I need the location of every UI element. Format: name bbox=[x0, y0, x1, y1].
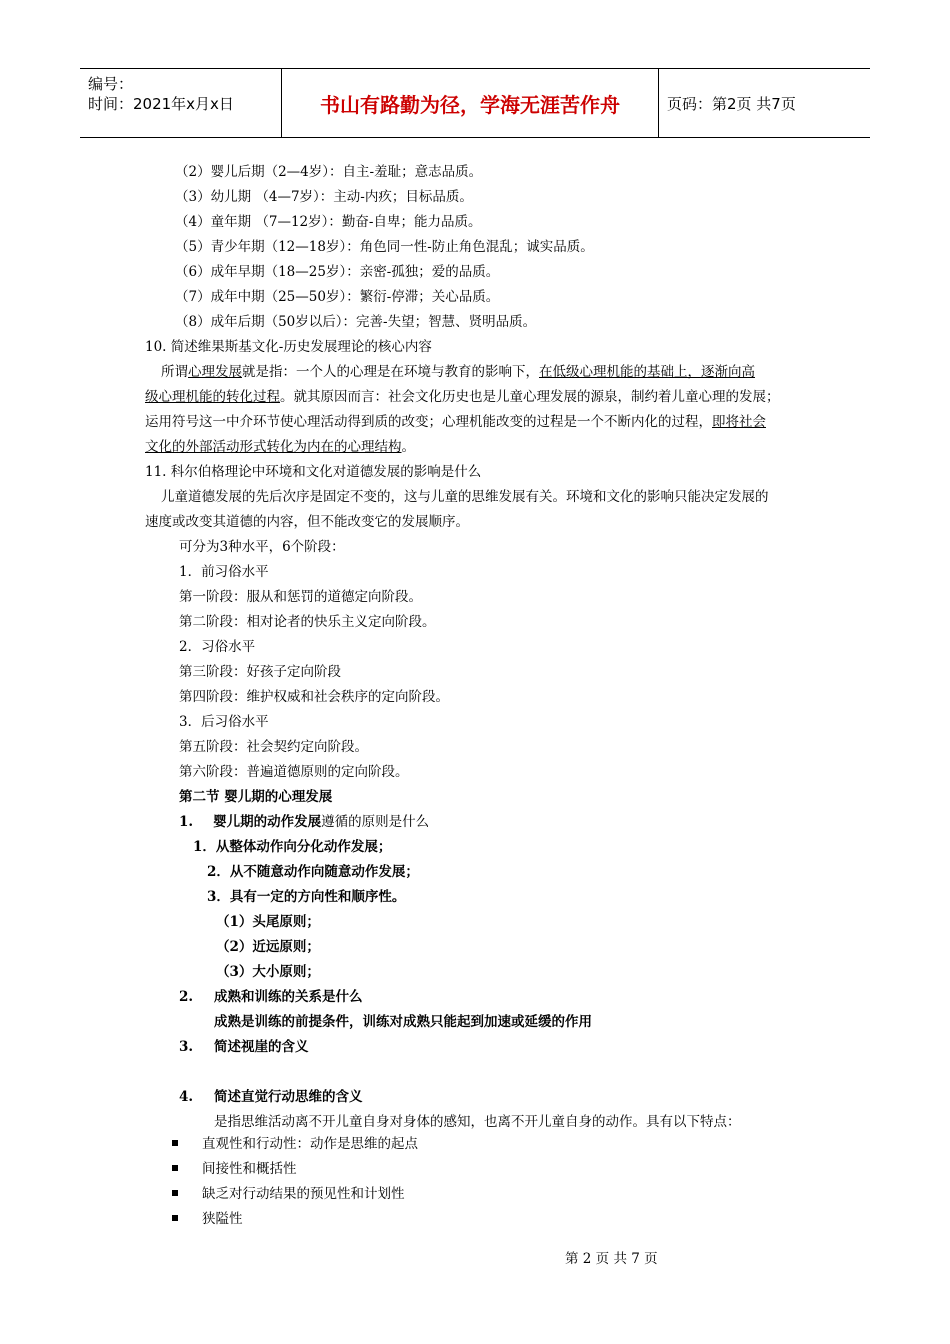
header-left-cell bbox=[80, 69, 282, 137]
erikson-stage-4: （4）童年期 （7—12岁）：勤奋-自卑；能力品质。 bbox=[175, 214, 482, 230]
underlined-phrase: 文化的外部活动形式转化为内在的心理结构 bbox=[145, 439, 402, 455]
text-run: 运用符号这一中介环节使心理活动得到质的改变；心理机能改变的过程是一个不断内化的过程， bbox=[145, 414, 712, 430]
bullet-icon bbox=[172, 1165, 178, 1171]
header-motto-cell bbox=[282, 69, 659, 137]
s2-q2-title: 成熟和训练的关系是什么 bbox=[214, 989, 363, 1005]
header-page-cell bbox=[659, 69, 870, 137]
kohlberg-level-2: 2．习俗水平 bbox=[179, 639, 256, 655]
section-2-title: 第二节 婴儿期的心理发展 bbox=[179, 789, 333, 805]
text-run: 遵循的原则是什么 bbox=[321, 814, 430, 830]
bullet-icon bbox=[172, 1140, 178, 1146]
sub-principle-1: （1）头尾原则； bbox=[216, 914, 320, 930]
bullet-icon bbox=[172, 1190, 178, 1196]
erikson-stage-3: （3）幼儿期 （4—7岁）：主动-内疚；目标品质。 bbox=[175, 189, 473, 205]
kohlberg-level-1: 1．前习俗水平 bbox=[179, 564, 269, 580]
s2-q2-answer: 成熟是训练的前提条件，训练对成熟只能起到加速或延缓的作用 bbox=[214, 1014, 592, 1030]
erikson-stage-7: （7）成年中期（25—50岁）：繁衍-停滞；关心品质。 bbox=[175, 289, 500, 305]
erikson-stage-5: （5）青少年期（12—18岁）：角色同一性-防止角色混乱；诚实品质。 bbox=[175, 239, 594, 255]
kohlberg-stage-5: 第五阶段：社会契约定向阶段。 bbox=[179, 739, 368, 755]
header-page-number: 页码：第2页 共7页 bbox=[667, 94, 796, 113]
kohlberg-stage-1: 第一阶段：服从和惩罚的道德定向阶段。 bbox=[179, 589, 422, 605]
underlined-phrase: 即将社会 bbox=[712, 414, 766, 430]
feature-item: 狭隘性 bbox=[202, 1211, 243, 1227]
s2-q4-title: 简述直觉行动思维的含义 bbox=[214, 1089, 363, 1105]
feature-item: 间接性和概括性 bbox=[202, 1161, 297, 1177]
sub-principle-2: （2）近远原则； bbox=[216, 939, 320, 955]
q10-para-line-3 bbox=[145, 413, 766, 431]
question-number: 1. bbox=[179, 814, 194, 830]
bullet-icon bbox=[172, 1215, 178, 1221]
text-run: 就是指：一个人的心理是在环境与教育的影响下， bbox=[242, 364, 539, 380]
underlined-phrase: 在低级心理机能的基础上，逐渐向高 bbox=[539, 364, 755, 380]
s2-q3-number: 3. bbox=[179, 1039, 194, 1055]
principle-3: 3．具有一定的方向性和顺序性。 bbox=[207, 889, 406, 905]
sub-principle-3: （3）大小原则； bbox=[216, 964, 320, 980]
q10-para-line-1 bbox=[161, 363, 755, 381]
feature-item: 直观性和行动性：动作是思维的起点 bbox=[202, 1136, 418, 1152]
kohlberg-stage-3: 第三阶段：好孩子定向阶段 bbox=[179, 664, 341, 680]
text-run: 。 bbox=[401, 439, 415, 455]
q11-levels-intro: 可分为3种水平，6个阶段： bbox=[179, 539, 345, 555]
header-motto: 书山有路勤为径，学海无涯苦作舟 bbox=[320, 92, 620, 117]
kohlberg-level-3: 3．后习俗水平 bbox=[179, 714, 269, 730]
page-footer: 第 2 页 共 7 页 bbox=[565, 1251, 658, 1267]
principle-1: 1．从整体动作向分化动作发展； bbox=[193, 839, 392, 855]
q10-para-line-4 bbox=[145, 438, 415, 456]
kohlberg-stage-6: 第六阶段：普遍道德原则的定向阶段。 bbox=[179, 764, 409, 780]
s2-q1 bbox=[179, 813, 429, 831]
q11-para-line-2: 速度或改变其道德的内容，但不能改变它的发展顺序。 bbox=[145, 514, 469, 530]
q10-para-line-2 bbox=[145, 388, 780, 406]
s2-q4-number: 4. bbox=[179, 1089, 194, 1105]
feature-item: 缺乏对行动结果的预见性和计划性 bbox=[202, 1186, 405, 1202]
erikson-stage-6: （6）成年早期（18—25岁）：亲密-孤独；爱的品质。 bbox=[175, 264, 500, 280]
underlined-term: 心理发展 bbox=[188, 364, 242, 380]
q10-title: 10. 简述维果斯基文化-历史发展理论的核心内容 bbox=[145, 339, 432, 355]
serial-number-label: 编号： bbox=[88, 75, 134, 93]
s2-q4-answer: 是指思维活动离不开儿童自身对身体的感知，也离不开儿童自身的动作。具有以下特点： bbox=[214, 1114, 741, 1130]
kohlberg-stage-2: 第二阶段：相对论者的快乐主义定向阶段。 bbox=[179, 614, 436, 630]
principle-2: 2．从不随意动作向随意动作发展； bbox=[207, 864, 419, 880]
q11-title: 11. 科尔伯格理论中环境和文化对道德发展的影响是什么 bbox=[145, 464, 482, 480]
erikson-stage-2: （2）婴儿后期（2—4岁）：自主-羞耻；意志品质。 bbox=[175, 164, 483, 180]
erikson-stage-8: （8）成年后期（50岁以后）：完善-失望；智慧、贤明品质。 bbox=[175, 314, 537, 330]
page-header bbox=[80, 68, 870, 138]
underlined-phrase: 级心理机能的转化过程 bbox=[145, 389, 280, 405]
s2-q3-title: 简述视崖的含义 bbox=[214, 1039, 309, 1055]
q11-para-line-1: 儿童道德发展的先后次序是固定不变的，这与儿童的思维发展有关。环境和文化的影响只能决定发展的 bbox=[161, 489, 769, 505]
text-run: 。就其原因而言：社会文化历史也是儿童心理发展的源泉，制约着儿童心理的发展； bbox=[280, 389, 780, 405]
kohlberg-stage-4: 第四阶段：维护权威和社会秩序的定向阶段。 bbox=[179, 689, 449, 705]
question-topic: 婴儿期的动作发展 bbox=[213, 814, 322, 830]
date-label: 时间：2021年x月x日 bbox=[88, 95, 234, 113]
s2-q2-number: 2. bbox=[179, 989, 194, 1005]
text-run: 所谓 bbox=[161, 364, 188, 380]
